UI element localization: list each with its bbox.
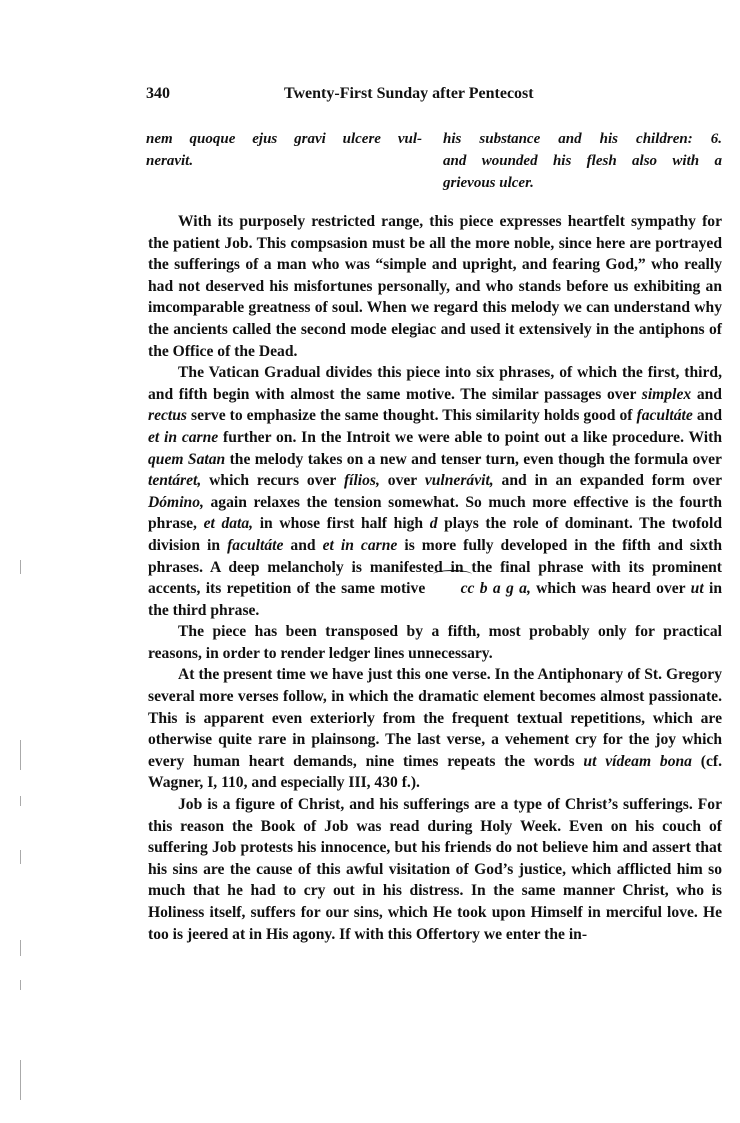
paragraph: At the present time we have just this one verse. In the Antiphonary of St. Gregory several more verses follow, in which the dramatic element becomes almost passionate. This is apparent even exteriorly from the frequent textual repetitions, which are otherwise quite rare in plainsong. The last verse, a vehement cry for the joy which every human heart demands, nine times repeats the words ut vídeam bona (cf. Wagner, I, 110, and especially III, 430 f.). bbox=[148, 666, 722, 792]
running-title: Twenty-First Sunday after Pentecost bbox=[284, 85, 534, 102]
paragraph: With its purposely restricted range, this piece expresses heartfelt sympathy for the patient Job. This compsasion must be all the more noble, since here are portrayed the sufferings of a man who was “simple and upright, and fearing God,” who really had not deserved his misfortunes personally, and who stands before us exhibiting an imcomparable greatness of soul. When we regard this melody we can understand why the ancients called the second mode elegiac and used it extensively in the antiphons of the Office of the Dead. bbox=[148, 213, 722, 360]
latin-line: neravit. bbox=[146, 153, 194, 169]
latin-line: nem quoque ejus gravi ulcere vul- bbox=[146, 131, 422, 147]
slur-mark: cc bbox=[431, 578, 475, 600]
paragraph: Job is a figure of Christ, and his sufferings are a type of Christ’s sufferings. For this reason the Book of Job was read during Holy Week. Even on his couch of suffering Job protests his innocence, but his friends do not believe him and assert that his sins are the cause of this awful visitation of God’s justice, which afflicted him so much that he had to cry out in his distress. In the same manner Christ, who is Holiness itself, suffers for our sins, which He took upon Himself in merciful love. He too is jeered at in His agony. If with this Offertory we enter the in- bbox=[148, 796, 722, 943]
latin-column bbox=[146, 128, 422, 172]
english-column bbox=[443, 128, 722, 194]
paragraph: The piece has been transposed by a fifth, most probably only for practical reasons, in order to render ledger lines unnecessary. bbox=[148, 623, 722, 662]
page-number: 340 bbox=[146, 85, 170, 102]
english-line: grievous ulcer. bbox=[443, 175, 534, 191]
commentary-body bbox=[148, 211, 722, 945]
english-line: his substance and his children: 6. bbox=[443, 131, 722, 147]
paragraph: The Vatican Gradual divides this piece into six phrases, of which the first, third, and fifth begin with almost the same motive. The similar passages over simplex and rectus serve to emphasize the same thought. This similarity holds good of facultáte and et in carne further on. In the Introit we were able to point out a like procedure. With quem Satan the melody takes on a new and tenser turn, even though the formula over tentáret, which recurs over fílios, over vulnerávit, and in an expanded form over Dómino, again relaxes the tension somewhat. So much more effective is the fourth phrase, et data, in whose first half high d plays the role of dominant. The twofold division in facultáte and et in carne is more fully developed in the fifth and sixth phrases. A deep melancholy is manifested in the final phrase with its prominent accents, its repetition of the same motive cc b a g a, which was heard over ut in the third phrase. bbox=[148, 364, 722, 619]
english-line: and wounded his flesh also with a bbox=[443, 153, 722, 169]
